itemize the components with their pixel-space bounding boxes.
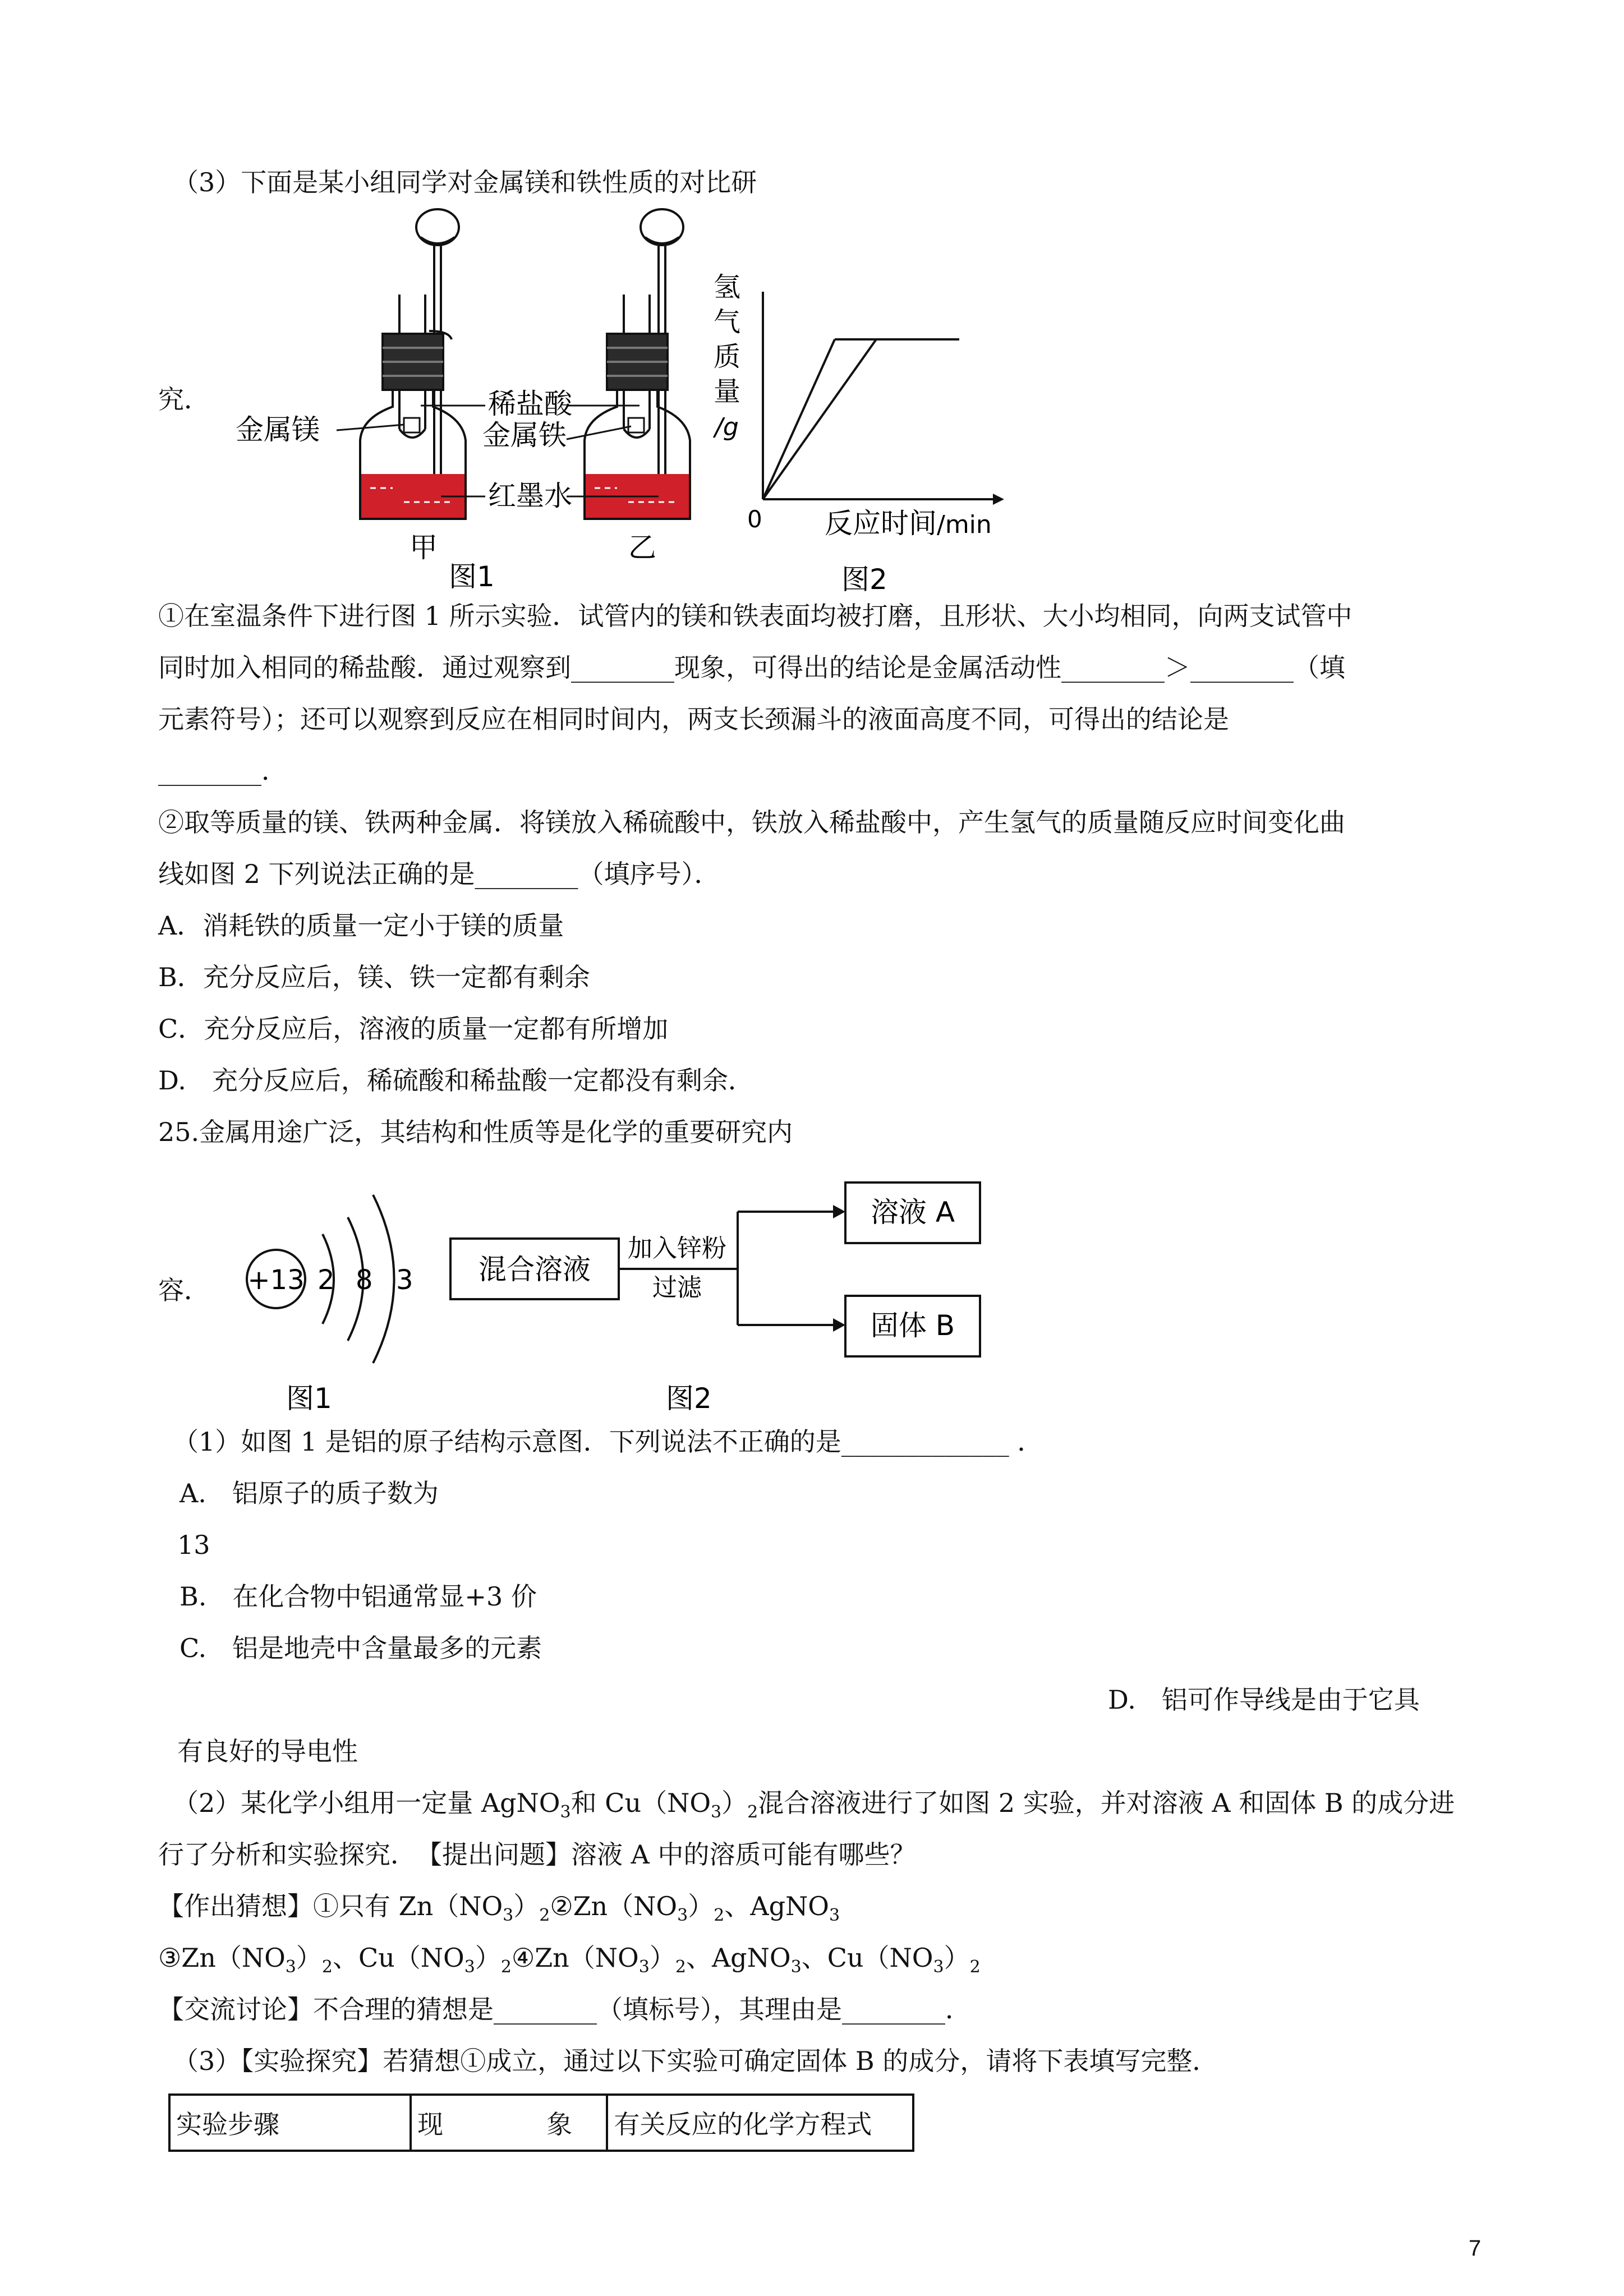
q25-1-question: （1）如图 1 是铝的原子结构示意图．下列说法不正确的是_____________ ． bbox=[173, 1427, 1043, 1457]
col-equation: 有关反应的化学方程式 bbox=[607, 2095, 913, 2151]
q24-3-intro: （3）下面是某小组同学对金属镁和铁性质的对比研 bbox=[173, 167, 757, 197]
shell-2: 8 bbox=[356, 1264, 373, 1296]
bottle-yi bbox=[585, 209, 690, 519]
arrow-top-label: 加入锌粉 bbox=[628, 1234, 726, 1263]
q25-2-hypotheses-2: $③Zn(NO_3)_2$、$Cu(NO_3)_2④Zn(NO_3)_2$、AgNO$_3$、$Cu(NO_3)_2$ bbox=[158, 1943, 981, 1977]
solid-b-label: 固体 B bbox=[870, 1309, 955, 1342]
q24-3-intro-end: 究． bbox=[158, 384, 210, 415]
q25-1-option-d-cont: 有良好的导电性 bbox=[177, 1736, 358, 1766]
q25-2-line1: （2）某化学小组用一定量 AgNO$_3$和 $Cu(NO_3)_2$混合溶液进行了如图 2 实验，并对溶液 A 和固体 B 的成分进 bbox=[173, 1788, 1455, 1822]
table-header-row bbox=[169, 2095, 913, 2151]
p1-line2: 同时加入相同的稀盐酸．通过观察到________现象，可得出的结论是金属活动性________＞________（填 bbox=[158, 652, 1345, 683]
hydrogen-graph bbox=[707, 269, 1021, 595]
mix-label: 混合溶液 bbox=[479, 1253, 591, 1286]
option-a: A．消耗铁的质量一定小于镁的质量 bbox=[158, 910, 564, 941]
col-phenomenon: 现 象 bbox=[411, 2095, 607, 2151]
q25-2-discussion: 【交流讨论】不合理的猜想是________（填标号），其理由是________． bbox=[158, 1994, 971, 2024]
mg-curve bbox=[763, 339, 835, 499]
fig2-caption: 图2 bbox=[666, 1382, 712, 1414]
q25-1-option-a-cont: 13 bbox=[177, 1530, 210, 1560]
option-d: D. 充分反应后，稀硫酸和稀盐酸一定都没有剩余． bbox=[158, 1065, 754, 1096]
q25-intro-end: 容． bbox=[158, 1275, 210, 1305]
q25-1-option-c: C. 铝是地壳中含量最多的元素 bbox=[180, 1633, 542, 1663]
nucleus-charge: +13 bbox=[247, 1264, 305, 1296]
shell-3: 3 bbox=[396, 1264, 413, 1296]
origin-label: 0 bbox=[747, 505, 762, 533]
page-number: 7 bbox=[1469, 2236, 1482, 2261]
col-steps: 实验步骤 bbox=[169, 2095, 411, 2151]
p1-line1: ①在室温条件下进行图 1 所示实验．试管内的镁和铁表面均被打磨，且形状、大小均相同，向两支试管中 bbox=[158, 601, 1352, 631]
label-yi: 乙 bbox=[628, 531, 656, 564]
x-unit: /min bbox=[937, 510, 992, 539]
label-hcl: 稀盐酸 bbox=[488, 388, 572, 420]
shell-1: 2 bbox=[318, 1264, 335, 1296]
label-fe: 金属铁 bbox=[482, 419, 567, 452]
experiment-table bbox=[168, 2093, 914, 2152]
fig1-caption: 图1 bbox=[286, 1382, 332, 1414]
arrow-bottom-label: 过滤 bbox=[652, 1273, 702, 1302]
y-unit: /g bbox=[715, 413, 739, 441]
label-ink: 红墨水 bbox=[488, 480, 572, 512]
separation-flow-diagram bbox=[446, 1178, 996, 1414]
ylabel-char-4: 量 bbox=[714, 376, 741, 407]
ylabel-char-3: 质 bbox=[714, 341, 741, 372]
fig2-caption: 图2 bbox=[841, 563, 887, 595]
p1-line3: 元素符号）；还可以观察到反应在相同时间内，两支长颈漏斗的液面高度不同，可得出的结论是 bbox=[158, 704, 1229, 734]
q25-1-option-b: B. 在化合物中铝通常显+3 价 bbox=[180, 1581, 537, 1612]
p2-line2: 线如图 2 下列说法正确的是________（填序号）． bbox=[158, 859, 720, 889]
fig1-caption: 图1 bbox=[449, 560, 495, 592]
option-c: C．充分反应后，溶液的质量一定都有所增加 bbox=[158, 1014, 669, 1044]
label-mg: 金属镁 bbox=[236, 413, 320, 446]
ylabel-char-2: 气 bbox=[714, 306, 741, 338]
bottle-jia bbox=[360, 209, 466, 519]
q25-1-option-a: A. 铝原子的质子数为 bbox=[180, 1478, 439, 1508]
option-b: B．充分反应后，镁、铁一定都有剩余 bbox=[158, 962, 590, 992]
apparatus-figure bbox=[236, 205, 729, 592]
label-jia: 甲 bbox=[410, 531, 438, 564]
q25-2-line2: 行了分析和实验探究． 【提出问题】溶液 A 中的溶质可能有哪些？ bbox=[158, 1839, 916, 1870]
xlabel: 反应时间 bbox=[825, 507, 937, 540]
q25-1-option-d: D. 铝可作导线是由于它具 bbox=[1108, 1685, 1420, 1715]
q25-intro: 25.金属用途广泛，其结构和性质等是化学的重要研究内 bbox=[158, 1117, 793, 1147]
p2-line1: ②取等质量的镁、铁两种金属．将镁放入稀硫酸中，铁放入稀盐酸中，产生氢气的质量随反应时间变化曲 bbox=[158, 807, 1345, 838]
p1-line4: ________． bbox=[158, 756, 287, 786]
fe-curve bbox=[763, 339, 876, 499]
aluminum-atom-diagram bbox=[241, 1167, 443, 1414]
solution-a-label: 溶液 A bbox=[870, 1196, 955, 1228]
q25-3-instruction: （3）【实验探究】若猜想①成立，通过以下实验可确定固体 B 的成分，请将下表填写完整． bbox=[173, 2046, 1218, 2076]
q25-2-hypotheses-1: 【作出猜想】①只有 $Zn(NO_3)_2②Zn(NO_3)_2$、AgNO$_3$ bbox=[158, 1891, 840, 1925]
ylabel-char-1: 氢 bbox=[714, 272, 741, 303]
